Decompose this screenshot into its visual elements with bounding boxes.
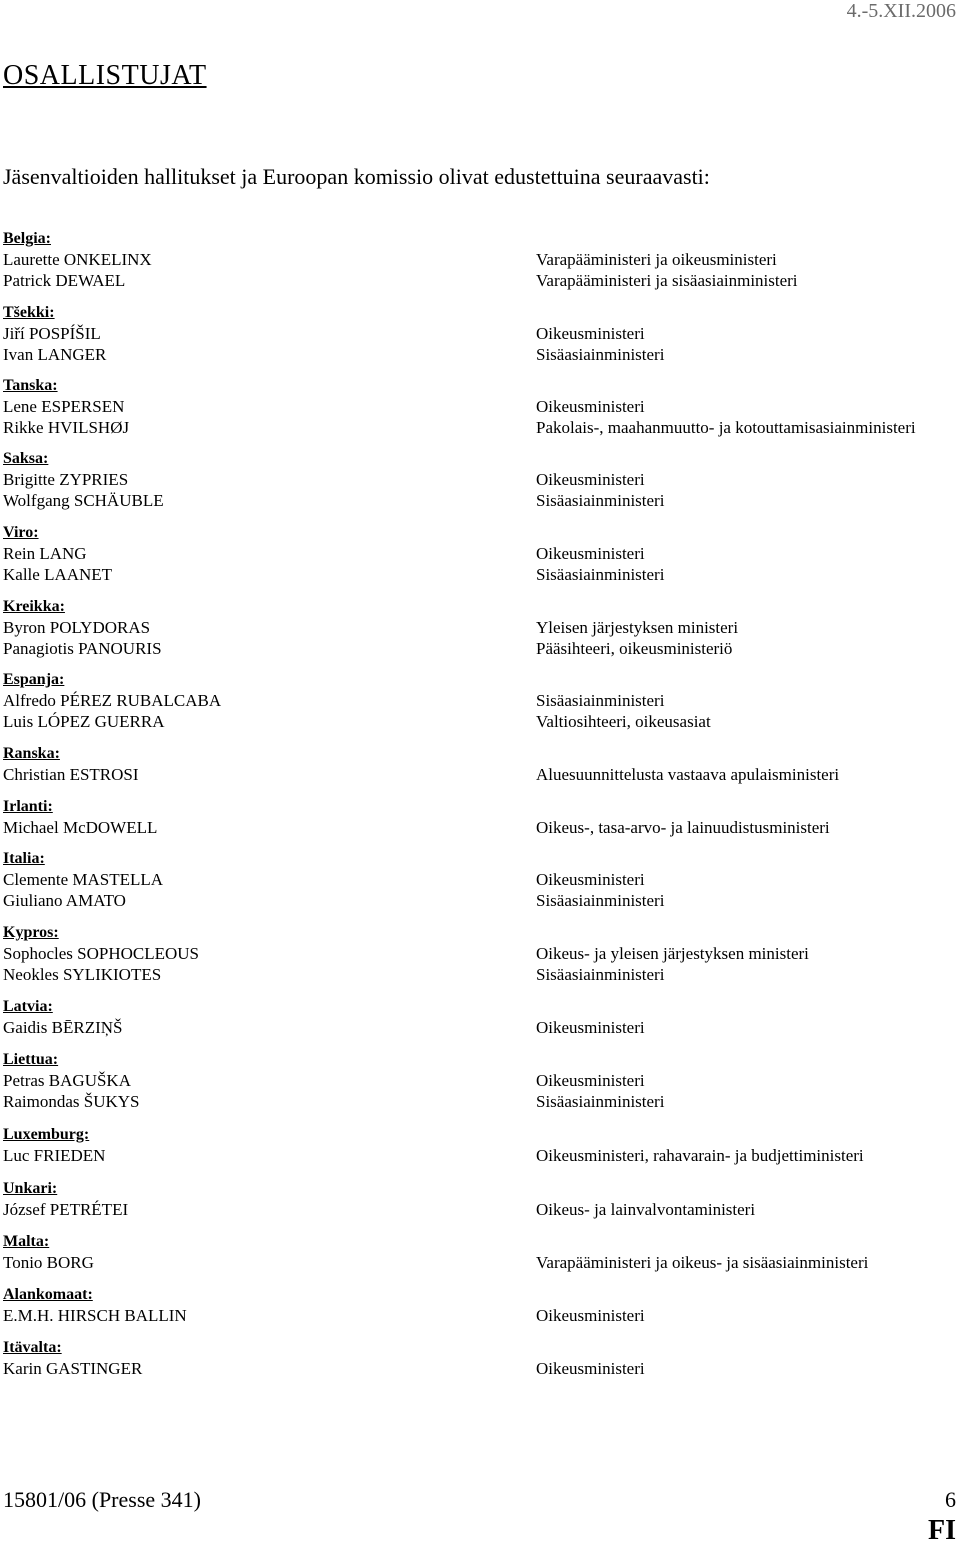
participant-role: Oikeusministeri — [536, 544, 645, 563]
participant-row — [3, 617, 739, 638]
country-block — [3, 922, 809, 985]
participant-row — [3, 543, 645, 564]
participant-name: Tonio BORG — [3, 1253, 94, 1272]
country-block — [3, 375, 916, 438]
participant-name: Kalle LAANET — [3, 565, 113, 584]
participant-role: Oikeusministeri, rahavarain- ja budjettiministeri — [536, 1146, 864, 1165]
country-block — [3, 848, 665, 911]
participant-row — [3, 469, 645, 490]
participant-role: Varapääministeri ja oikeusministeri — [536, 250, 777, 269]
participant-name: József PETRÉTEI — [3, 1200, 129, 1219]
country-name: Malta: — [3, 1233, 50, 1250]
participant-role: Pakolais-, maahanmuutto- ja kotouttamisasiainministeri — [536, 418, 916, 437]
country-name: Kypros: — [3, 924, 59, 941]
participant-row — [3, 564, 665, 585]
country-block — [3, 1178, 756, 1220]
country-name: Kreikka: — [3, 598, 65, 615]
participant-role: Oikeusministeri — [536, 1071, 645, 1090]
country-name: Tšekki: — [3, 304, 55, 321]
participant-role: Pääsihteeri, oikeusministeriö — [536, 639, 733, 658]
participant-name: Ivan LANGER — [3, 345, 107, 364]
participant-row — [3, 249, 777, 270]
participant-name: Wolfgang SCHÄUBLE — [3, 491, 164, 510]
participant-name: Petras BAGUŠKA — [3, 1071, 131, 1090]
participant-role: Oikeus- ja yleisen järjestyksen ministeri — [536, 944, 809, 963]
participant-role: Sisäasiainministeri — [536, 1092, 665, 1111]
participant-role: Oikeus-, tasa-arvo- ja lainuudistusministeri — [536, 818, 830, 837]
participant-name: Clemente MASTELLA — [3, 870, 164, 889]
country-block — [3, 743, 840, 785]
country-name: Unkari: — [3, 1180, 58, 1197]
country-block — [3, 302, 665, 365]
participant-row — [3, 1017, 645, 1038]
participant-row — [3, 417, 916, 438]
page-title: OSALLISTUJAT — [3, 60, 207, 91]
participant-role: Sisäasiainministeri — [536, 345, 665, 364]
participant-role: Yleisen järjestyksen ministeri — [536, 618, 739, 637]
country-name: Itävalta: — [3, 1339, 62, 1356]
participant-name: Gaidis BĒRZIŅŠ — [3, 1018, 123, 1037]
participant-name: Neokles SYLIKIOTES — [3, 965, 162, 984]
country-name: Espanja: — [3, 671, 65, 688]
country-block — [3, 596, 739, 659]
country-block — [3, 228, 798, 291]
participant-role: Varapääministeri ja sisäasiainministeri — [536, 271, 798, 290]
country-block — [3, 448, 665, 511]
participant-role: Aluesuunnittelusta vastaava apulaisministeri — [536, 765, 840, 784]
country-block — [3, 1284, 645, 1326]
participant-name: Luc FRIEDEN — [3, 1146, 106, 1165]
participant-row — [3, 764, 840, 785]
participant-role: Oikeusministeri — [536, 324, 645, 343]
country-name: Italia: — [3, 850, 45, 867]
participant-role: Sisäasiainministeri — [536, 691, 665, 710]
participant-name: Rikke HVILSHØJ — [3, 418, 130, 437]
country-block — [3, 1231, 869, 1273]
participant-name: Byron POLYDORAS — [3, 618, 151, 637]
intro-text: Jäsenvaltioiden hallitukset ja Euroopan komissio olivat edustettuina seuraavasti: — [3, 164, 710, 189]
participant-row — [3, 490, 665, 511]
participant-role: Oikeus- ja lainvalvontaministeri — [536, 1200, 756, 1219]
participant-name: Karin GASTINGER — [3, 1359, 143, 1378]
country-name: Ranska: — [3, 745, 60, 762]
participant-name: E.M.H. HIRSCH BALLIN — [3, 1306, 187, 1325]
country-block — [3, 1124, 864, 1166]
country-name: Liettua: — [3, 1051, 59, 1068]
participant-row — [3, 1305, 645, 1326]
country-name: Belgia: — [3, 230, 51, 247]
participant-role: Oikeusministeri — [536, 1306, 645, 1325]
participant-name: Sophocles SOPHOCLEOUS — [3, 944, 199, 963]
participant-row — [3, 1145, 864, 1166]
participant-row — [3, 964, 665, 985]
participant-name: Raimondas ŠUKYS — [3, 1092, 140, 1111]
country-block — [3, 522, 665, 585]
country-block — [3, 996, 645, 1038]
participant-role: Sisäasiainministeri — [536, 565, 665, 584]
country-name: Latvia: — [3, 998, 53, 1015]
country-name: Irlanti: — [3, 798, 53, 815]
participant-role: Valtiosihteeri, oikeusasiat — [536, 712, 711, 731]
country-block — [3, 1337, 645, 1379]
country-name: Alankomaat: — [3, 1286, 93, 1303]
country-name: Saksa: — [3, 450, 49, 467]
document-reference: 15801/06 (Presse 341) — [3, 1487, 201, 1512]
participant-row — [3, 890, 665, 911]
participant-row — [3, 270, 798, 291]
participant-name: Laurette ONKELINX — [3, 250, 152, 269]
participant-name: Panagiotis PANOURIS — [3, 639, 162, 658]
participant-row — [3, 869, 645, 890]
participant-row — [3, 943, 809, 964]
country-name: Tanska: — [3, 377, 58, 394]
participant-row — [3, 1358, 645, 1379]
participant-row — [3, 323, 645, 344]
participant-role: Oikeusministeri — [536, 1359, 645, 1378]
participant-name: Christian ESTROSI — [3, 765, 139, 784]
participant-name: Giuliano AMATO — [3, 891, 126, 910]
participant-row — [3, 638, 733, 659]
participant-row — [3, 817, 830, 838]
participant-row — [3, 1091, 665, 1112]
participant-name: Luis LÓPEZ GUERRA — [3, 712, 165, 731]
participant-row — [3, 1070, 645, 1091]
participant-row — [3, 1199, 756, 1220]
participant-role: Oikeusministeri — [536, 470, 645, 489]
participant-name: Rein LANG — [3, 544, 87, 563]
participant-name: Lene ESPERSEN — [3, 397, 125, 416]
country-name: Luxemburg: — [3, 1126, 90, 1143]
document-date: 4.-5.XII.2006 — [846, 0, 956, 22]
participant-name: Brigitte ZYPRIES — [3, 470, 129, 489]
participant-role: Sisäasiainministeri — [536, 491, 665, 510]
participant-role: Varapääministeri ja oikeus- ja sisäasiainministeri — [536, 1253, 869, 1272]
participant-row — [3, 690, 665, 711]
participant-role: Sisäasiainministeri — [536, 891, 665, 910]
country-block — [3, 1049, 665, 1112]
participant-name: Patrick DEWAEL — [3, 271, 126, 290]
participant-row — [3, 396, 645, 417]
participant-role: Sisäasiainministeri — [536, 965, 665, 984]
participant-name: Alfredo PÉREZ RUBALCABA — [3, 691, 222, 710]
participant-row — [3, 344, 665, 365]
country-name: Viro: — [3, 524, 39, 541]
participant-row — [3, 711, 711, 732]
participant-name: Michael McDOWELL — [3, 818, 158, 837]
participant-row — [3, 1252, 869, 1273]
language-code: FI — [928, 1515, 956, 1546]
country-block — [3, 669, 711, 732]
participant-role: Oikeusministeri — [536, 397, 645, 416]
country-block — [3, 796, 830, 838]
participant-role: Oikeusministeri — [536, 1018, 645, 1037]
page-number: 6 — [945, 1487, 956, 1512]
participant-name: Jiří POSPÍŠIL — [3, 324, 101, 343]
participant-role: Oikeusministeri — [536, 870, 645, 889]
